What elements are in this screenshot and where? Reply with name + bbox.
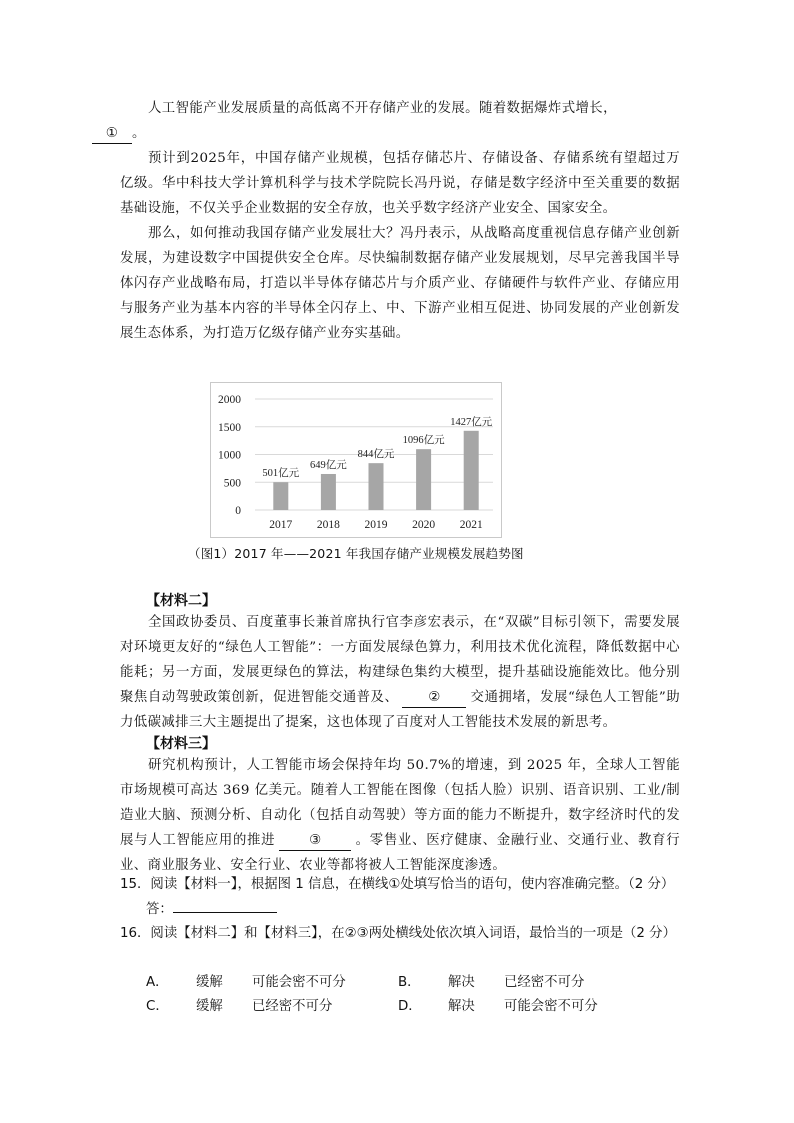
data-label-2019: 844亿元: [357, 449, 395, 461]
y-tick-label-1: 500: [223, 477, 241, 490]
bar-2017: [273, 482, 288, 510]
option-b[interactable]: [398, 971, 584, 990]
option-b-word1: 解决: [448, 975, 475, 990]
option-d-letter: D．: [398, 999, 422, 1014]
material3-heading: 【材料三】: [146, 736, 216, 752]
option-a-letter: A．: [146, 975, 169, 990]
data-label-2020: 1096亿元: [402, 435, 445, 447]
x-tick-label-2018: 2018: [316, 519, 340, 531]
y-tick-label-3: 1500: [218, 421, 241, 434]
material2-paragraph: [120, 610, 680, 735]
option-c-word1: 缓解: [196, 999, 223, 1014]
question-16: 16．阅读【材料二】和【材料三】，在②③两处横线处依次填入词语，最恰当的一项是（2 分）: [120, 926, 676, 941]
option-c-word2: 已经密不可分: [252, 999, 333, 1014]
option-c-letter: C．: [146, 999, 169, 1014]
material1-paragraph-1: [105, 96, 680, 146]
option-a-word1: 缓解: [196, 975, 223, 990]
x-tick-label-2019: 2019: [364, 519, 388, 531]
y-tick-label-4: 2000: [218, 394, 241, 406]
option-d-word2: 可能会密不可分: [504, 999, 598, 1014]
bar-chart: [210, 382, 502, 538]
y-tick-label-0: 0: [235, 505, 241, 517]
blank-3: ③: [279, 832, 351, 851]
blank-1: ①: [92, 125, 132, 144]
y-tick-label-2: 1000: [218, 449, 241, 462]
blank1-end: 。: [132, 126, 146, 141]
option-d-word1: 解决: [448, 999, 475, 1014]
bar-2021: [464, 431, 479, 510]
material3-text-a: 研究机构预计，人工智能市场会保持年均 50.7%的增速，到 2025 年，全球人工智能市场规模可高达 369 亿美元。随着人工智能在图像（包括人脸）识别、语音识别、工业/制造业大脑、预测分析、自动化（包括自动驾驶）等方面的能力不断提升，数字经济时代的发展与人工智能应用的推进: [120, 758, 680, 848]
material2-text-b: 交通拥堵，发展“绿色人工智能”助力低碳减排三大主题提出了提案，这也体现了百度对人工智能技术发展的新思考。: [120, 690, 681, 730]
option-a[interactable]: [146, 971, 346, 990]
bar-2020: [416, 449, 431, 510]
material1-paragraph-2: 预计到2025年，中国存储产业规模，包括存储芯片、存储设备、存储系统有望超过万亿级。华中科技大学计算机科学与技术学院院长冯丹说，存储是数字经济中至关重要的数据基础设施，不仅关乎企业数据的安全存放，也关乎数字经济产业安全、国家安全。: [120, 151, 680, 216]
material3-text-b: 。零售业、医疗健康、金融行业、交通行业、教育行业、商业服务业、安全行业、农业等都将被人工智能深度渗透。: [120, 833, 680, 873]
bar-chart-svg: [211, 383, 501, 537]
x-tick-label-2021: 2021: [459, 519, 483, 531]
material1-p1-text: 人工智能产业发展质量的高低离不开存储产业的发展。随着数据爆炸式增长，: [148, 101, 617, 116]
bar-2018: [321, 474, 336, 510]
option-b-word2: 已经密不可分: [504, 975, 585, 990]
x-tick-label-2017: 2017: [269, 519, 293, 531]
q15-answer-blank[interactable]: [173, 912, 277, 913]
data-label-2021: 1427亿元: [450, 416, 493, 428]
material1-paragraph-3: 那么，如何推动我国存储产业发展壮大？冯丹表示，从战略高度重视信息存储产业创新发展，为建设数字中国提供安全仓库。尽快编制数据存储产业发展规划，尽早完善我国半导体闪存产业战略布局，打造以半导体存储芯片与介质产业、存储硬件与软件产业、存储应用与服务产业为基本内容的半导体全闪存上、中、下游产业相互促进、协同发展的产业创新发展生态体系，为打造万亿级存储产业夯实基础。: [120, 226, 680, 341]
bar-2019: [369, 463, 384, 510]
question-15: 15．阅读【材料一】，根据图 1 信息，在横线①处填写恰当的语句，使内容准确完整。（2 分）: [120, 877, 675, 892]
data-label-2017: 501亿元: [262, 468, 300, 480]
q15-answer-label: 答：: [146, 902, 173, 917]
option-c[interactable]: [146, 995, 332, 1014]
q15-answer-line: [146, 898, 277, 922]
data-label-2018: 649亿元: [310, 459, 347, 471]
option-d[interactable]: [398, 995, 598, 1014]
figure-caption: （图1）2017 年——2021 年我国存储产业规模发展趋势图: [188, 546, 524, 561]
x-tick-label-2020: 2020: [412, 519, 436, 531]
option-b-letter: B．: [398, 975, 421, 990]
option-a-word2: 可能会密不可分: [252, 975, 346, 990]
material2-heading: 【材料二】: [146, 593, 216, 609]
blank-2: ②: [402, 689, 466, 708]
material2-text-a: 全国政协委员、百度董事长兼首席执行官李彦宏表示，在“双碳”目标引领下，需要发展对环境更友好的“绿色人工智能”：一方面发展绿色算力，利用技术优化流程，降低数据中心能耗；另一方面，发展更绿色的算法，构建绿色集约大模型，提升基础设施能效比。他分别聚焦自动驾驶政策创新，促进智能交通普及、: [120, 615, 680, 705]
material3-paragraph: [120, 753, 680, 878]
